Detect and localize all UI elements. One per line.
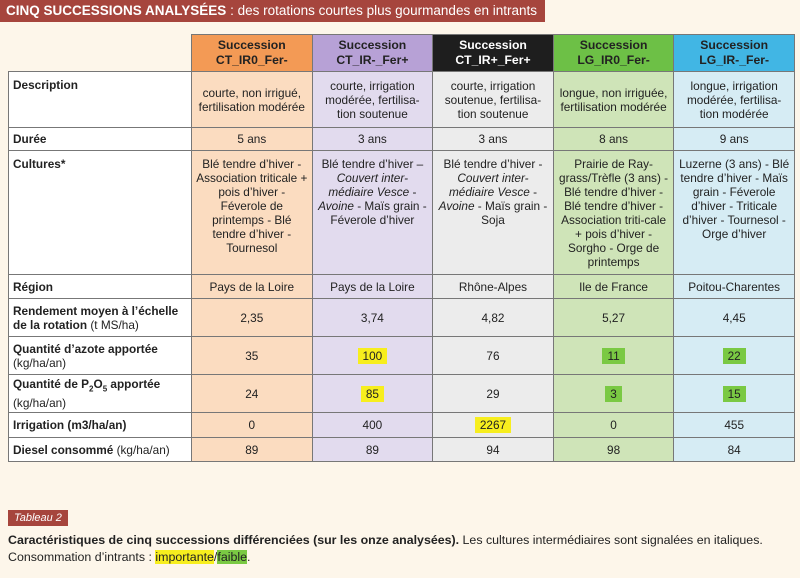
- table-cell: 76: [433, 337, 554, 375]
- table-cell: Poitou-Charentes: [674, 275, 795, 299]
- table-cell: Blé tendre d’hiver - Association triticale + pois d’hiver - Féverole de printemps - Blé tendre d’hiver - Tournesol: [192, 151, 313, 275]
- table-cell: Pays de la Loire: [192, 275, 313, 299]
- legend-high: importante: [155, 550, 214, 564]
- table-cell: 400: [312, 413, 433, 438]
- cover-crop-text: Avoine: [438, 199, 475, 213]
- table-cell: courte, irrigation soutenue, fertilisa-tion soutenue: [433, 72, 554, 128]
- table-cell: [433, 413, 554, 438]
- table-cell: 3,74: [312, 299, 433, 337]
- header-ct-ir0-fer-: Succession CT_IR0_Fer-: [192, 35, 313, 72]
- row-label: Rendement moyen à l’échelle de la rotation (t MS/ha): [9, 299, 192, 337]
- title-bold: CINQ SUCCESSIONS ANALYSÉES: [6, 3, 227, 18]
- header-lg-ir0-fer-: Succession LG_IR0_Fer-: [553, 35, 674, 72]
- low-highlight: 15: [723, 386, 746, 402]
- row-rendement: [9, 299, 795, 337]
- row-label: Quantité de $P_2O_5$ apportée (kg/ha/an): [9, 375, 192, 413]
- header-ct-irp-fer+: Succession CT_IR+_Fer+: [433, 35, 554, 72]
- table-cell: Ile de France: [553, 275, 674, 299]
- table-cell: longue, irrigation modérée, fertilisa-tion modérée: [674, 72, 795, 128]
- row-label: Région: [9, 275, 192, 299]
- row-description: [9, 72, 795, 128]
- row-irrigation: [9, 413, 795, 438]
- row-duree: [9, 128, 795, 151]
- high-highlight: 85: [361, 386, 384, 402]
- table-cell: Rhône-Alpes: [433, 275, 554, 299]
- table-cell: 84: [674, 438, 795, 462]
- table-cell: 98: [553, 438, 674, 462]
- low-highlight: 3: [605, 386, 622, 402]
- table-cell: 89: [312, 438, 433, 462]
- table-cell: courte, irrigation modérée, fertilisa-tion soutenue: [312, 72, 433, 128]
- low-highlight: 22: [723, 348, 746, 364]
- table-cell: 3 ans: [312, 128, 433, 151]
- row-label: Diesel consommé (kg/ha/an): [9, 438, 192, 462]
- table-cell: 94: [433, 438, 554, 462]
- table-cell: 29: [433, 375, 554, 413]
- header-empty: [9, 35, 192, 72]
- legend-low: faible: [217, 550, 247, 564]
- table-cell: 24: [192, 375, 313, 413]
- table-cell: 0: [192, 413, 313, 438]
- caption-bold: Caractéristiques de cinq successions différenciées (sur les onze analysées).: [8, 533, 460, 547]
- cover-crop-text: Couvert inter-médiaire Vesce: [328, 171, 410, 199]
- table-cell: longue, non irriguée, fertilisation modérée: [553, 72, 674, 128]
- table-cell: 5 ans: [192, 128, 313, 151]
- row-p2o5: [9, 375, 795, 413]
- table-title: [0, 0, 545, 22]
- title-rest: : des rotations courtes plus gourmandes en intrants: [226, 3, 537, 18]
- header-ct-ir-fer+: Succession CT_IR-_Fer+: [312, 35, 433, 72]
- row-azote: [9, 337, 795, 375]
- row-region: [9, 275, 795, 299]
- row-label: Cultures*: [9, 151, 192, 275]
- table-cell: 4,45: [674, 299, 795, 337]
- table-number-tag: Tableau 2: [8, 510, 68, 526]
- table-cell: Blé tendre d’hiver - Couvert inter-médiaire Vesce - Avoine - Maïs grain - Soja: [433, 151, 554, 275]
- table-cell: [553, 337, 674, 375]
- table-cell: Blé tendre d’hiver – Couvert inter-médiaire Vesce - Avoine - Maïs grain - Féverole d’hiver: [312, 151, 433, 275]
- table-cell: [553, 375, 674, 413]
- table-cell: courte, non irrigué, fertilisation modérée: [192, 72, 313, 128]
- row-cultures: [9, 151, 795, 275]
- table-cell: Prairie de Ray-grass/Trèfle (3 ans) - Blé tendre d’hiver - Blé tendre d’hiver - Association triti-cale + pois d’hiver - Sorgho - Orge de printemps: [553, 151, 674, 275]
- table-cell: 3 ans: [433, 128, 554, 151]
- table-cell: Pays de la Loire: [312, 275, 433, 299]
- table-cell: 89: [192, 438, 313, 462]
- table-caption: Caractéristiques de cinq successions différenciées (sur les onze analysées). Les cultures intermédiaires sont signalées en italiques. Consommation d’intrants : importante/faible.: [8, 533, 763, 564]
- high-highlight: 2267: [475, 417, 511, 433]
- table-cell: 2,35: [192, 299, 313, 337]
- table-cell: Luzerne (3 ans) - Blé tendre d’hiver - Maïs grain - Féverole d’hiver - Triticale d’hiver - Tournesol - Orge d’hiver: [674, 151, 795, 275]
- successions-table: [8, 34, 795, 462]
- table-cell: [674, 337, 795, 375]
- table-cell: 35: [192, 337, 313, 375]
- table-cell: 0: [553, 413, 674, 438]
- table-cell: 9 ans: [674, 128, 795, 151]
- table-cell: 4,82: [433, 299, 554, 337]
- table-cell: [674, 375, 795, 413]
- table-cell: 8 ans: [553, 128, 674, 151]
- cover-crop-text: Couvert inter-médiaire Vesce: [448, 171, 530, 199]
- row-label: Irrigation (m3/ha/an): [9, 413, 192, 438]
- table-cell: [312, 337, 433, 375]
- header-lg-ir-fer-: Succession LG_IR-_Fer-: [674, 35, 795, 72]
- row-label: Quantité d’azote apportée (kg/ha/an): [9, 337, 192, 375]
- low-highlight: 11: [602, 348, 624, 364]
- row-diesel: [9, 438, 795, 462]
- header-row: [9, 35, 795, 72]
- table-cell: [312, 375, 433, 413]
- row-label: Description: [9, 72, 192, 128]
- row-label: Durée: [9, 128, 192, 151]
- cover-crop-text: Avoine: [318, 199, 354, 213]
- table-cell: 455: [674, 413, 795, 438]
- table-cell: 5,27: [553, 299, 674, 337]
- high-highlight: 100: [358, 348, 388, 364]
